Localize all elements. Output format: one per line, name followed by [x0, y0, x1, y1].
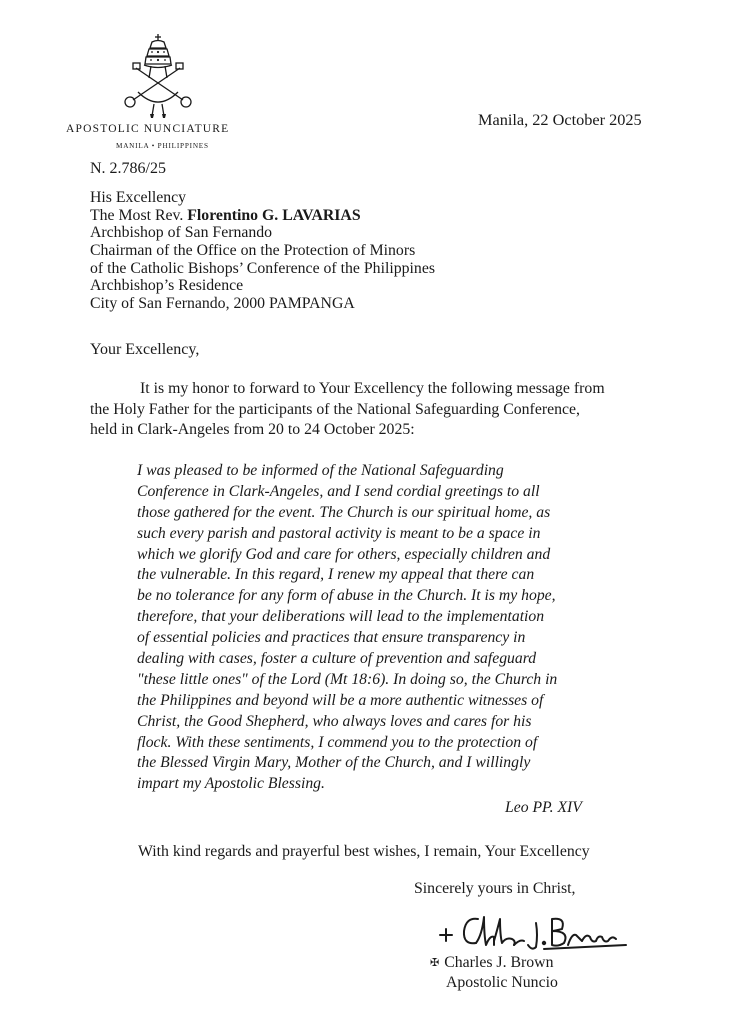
intro-paragraph: [90, 379, 660, 441]
recipient-line: of the Catholic Bishops’ Conference of the Philippines: [90, 259, 435, 277]
place-and-date: Manila, 22 October 2025: [478, 110, 642, 129]
message-line: which we glorify God and care for others, especially children and: [137, 545, 551, 563]
message-line: dealing with cases, foster a culture of prevention and safeguard: [137, 650, 537, 668]
message-line: impart my Apostolic Blessing.: [137, 775, 325, 793]
message-line: of essential policies and practices that ensure transparency in: [137, 629, 526, 647]
recipient-title-prefix: The Most Rev.: [90, 206, 188, 224]
message-line: flock. With these sentiments, I commend you to the protection of: [137, 733, 538, 751]
papal-crest-icon: [118, 32, 198, 118]
cross-icon: ✠: [430, 957, 440, 969]
intro-line: the Holy Father for the participants of the National Safeguarding Conference,: [90, 400, 580, 418]
message-line: Christ, the Good Shepherd, who always loves and cares for his: [137, 712, 532, 730]
recipient-name-line: [90, 207, 435, 225]
message-signature: Leo PP. XIV: [505, 799, 582, 816]
message-line: such every parish and pastoral activity is meant to be a space in: [137, 524, 541, 542]
closing-line: With kind regards and prayerful best wishes, I remain, Your Excellency: [138, 843, 590, 860]
message-line: the vulnerable. In this regard, I renew my appeal that there can: [137, 566, 535, 584]
recipient-line: Archbishop of San Fernando: [90, 224, 273, 242]
nunciature-name: APOSTOLIC NUNCIATURE: [66, 123, 230, 135]
message-line: the Philippines and beyond will be a more authentic witnesses of: [137, 691, 544, 709]
message-line: I was pleased to be informed of the National Safeguarding: [137, 462, 504, 479]
message-line: be no tolerance for any form of abuse in the Church. It is my hope,: [137, 587, 556, 605]
handwritten-signature: [432, 905, 632, 955]
message-line: those gathered for the event. The Church is our spiritual home, as: [137, 503, 551, 521]
nunciature-location: MANILA • PHILIPPINES: [116, 142, 209, 150]
message-line: Conference in Clark-Angeles, and I send cordial greetings to all: [137, 482, 540, 500]
intro-line: It is my honor to forward to Your Excellency the following message from: [140, 380, 605, 397]
message-line: "these little ones" of the Lord (Mt 18:6). In doing so, the Church in: [137, 670, 558, 688]
intro-line: held in Clark-Angeles from 20 to 24 October 2025:: [90, 421, 415, 438]
protocol-number: N. 2.786/25: [90, 160, 166, 177]
recipient-line: Chairman of the Office on the Protection of Minors: [90, 242, 416, 260]
message-line: therefore, that your deliberations will lead to the implementation: [137, 608, 545, 626]
sign-off: Sincerely yours in Christ,: [414, 880, 576, 897]
message-line: the Blessed Virgin Mary, Mother of the Church, and I willingly: [137, 754, 531, 772]
salutation: Your Excellency,: [90, 341, 200, 358]
recipient-line: Archbishop’s Residence: [90, 277, 244, 295]
signer-name: Charles J. Brown: [444, 954, 554, 971]
signer-name-line: [430, 954, 553, 972]
signer-title: Apostolic Nuncio: [446, 974, 558, 991]
recipient-honorific: His Excellency: [90, 189, 187, 206]
recipient-line: City of San Fernando, 2000 PAMPANGA: [90, 295, 355, 313]
papal-message: [137, 461, 557, 795]
recipient-name: Florentino G. LAVARIAS: [187, 206, 361, 224]
recipient-address: [90, 189, 435, 313]
